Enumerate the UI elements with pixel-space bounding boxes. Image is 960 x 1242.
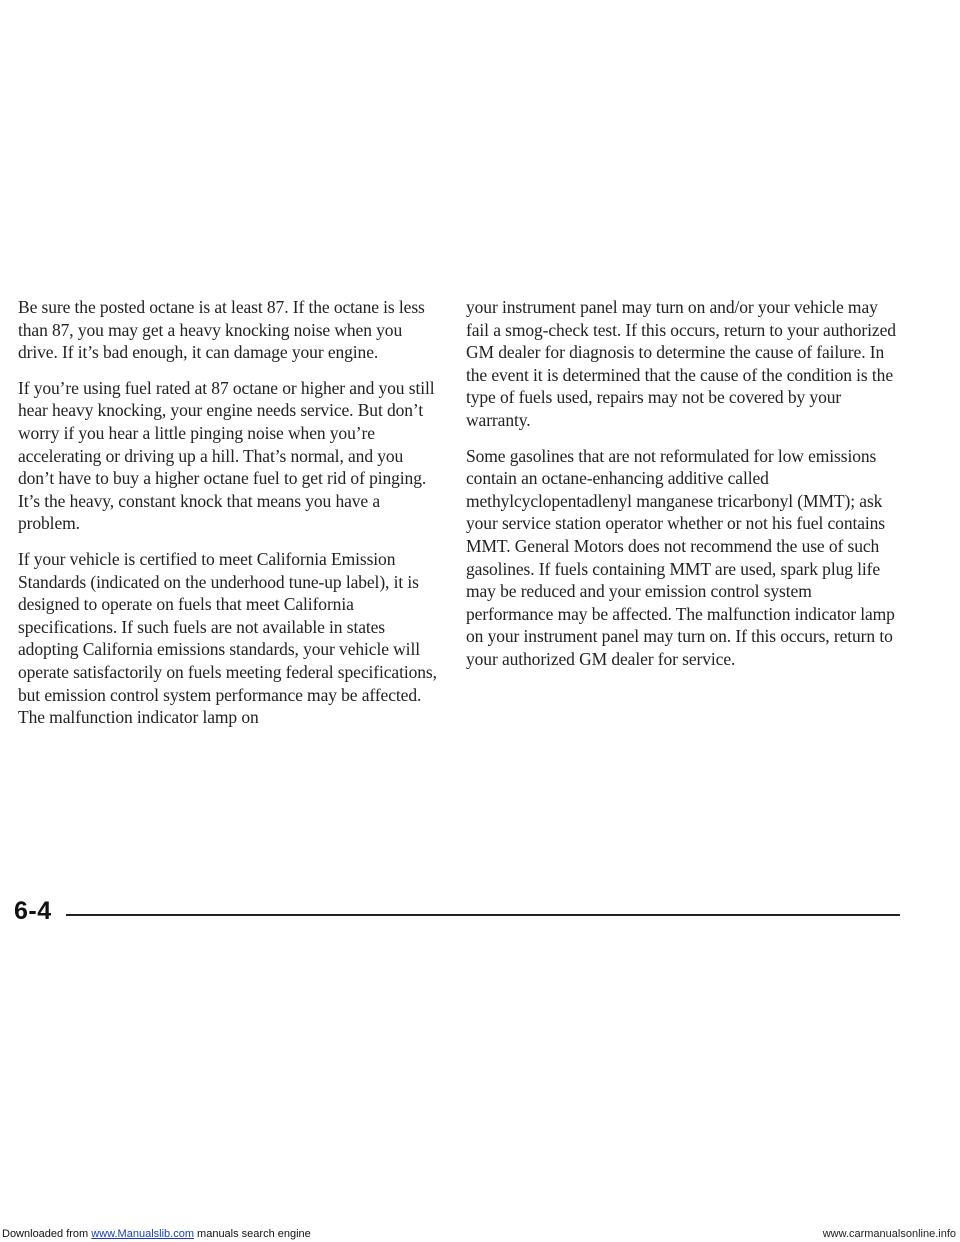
paragraph-mmt-additive: Some gasolines that are not reformulated for low emissions contain an octane-enhancing additive called methylcyclopentadlenyl manganese tricarbonyl (MMT); ask your service station operator whether or not his fuel contains MMT. General Motors does not recommend the use of such gasolines. If fuels containing MMT are used, spark plug life may be reduced and your emission control system performance may be affected. The malfunction indicator lamp on your instrument panel may turn on. If this occurs, return to your authorized GM dealer for service. [466,445,895,669]
left-text-column [18,296,438,742]
watermark-prefix: Downloaded from [2,1228,92,1240]
watermark-bar [0,1228,960,1242]
page-number: 6-4 [14,897,52,925]
watermark-download-notice [2,1228,311,1240]
paragraph-california-emission: If your vehicle is certified to meet California Emission Standards (indicated on the underhood tune-up label), it is designed to operate on fuels that meet California specifications. If such fuels are not available in states adopting California emissions standards, your vehicle will operate satisfactorily on fuels meeting federal specifications, but emission control system performance may be affected. The malfunction indicator lamp on [18,548,437,728]
paragraph-knocking-service: If you’re using fuel rated at 87 octane or higher and you still hear heavy knocking, your engine needs service. But don’t worry if you hear a little pinging noise when you’re accelerating or driving up a hill. That’s normal, and you don’t have to buy a higher octane fuel to get rid of pinging. It’s the heavy, constant knock that means you have a problem. [18,377,435,534]
right-text-column [466,296,896,684]
manualslib-link[interactable]: www.Manualslib.com [91,1228,194,1240]
carmanualsonline-watermark: www.carmanualsonline.info [822,1228,956,1240]
page-footer [14,897,894,931]
footer-divider-line [66,914,900,916]
watermark-suffix: manuals search engine [193,1228,311,1240]
paragraph-smog-check: your instrument panel may turn on and/or your vehicle may fail a smog-check test. If this occurs, return to your authorized GM dealer for diagnosis to determine the cause of failure. In the event it is determined that the cause of the condition is the type of fuels used, repairs may not be covered by your warranty. [466,297,896,430]
paragraph-octane-minimum: Be sure the posted octane is at least 87. If the octane is less than 87, you may get a heavy knocking noise when you drive. If it’s bad enough, it can damage your engine. [18,297,425,363]
